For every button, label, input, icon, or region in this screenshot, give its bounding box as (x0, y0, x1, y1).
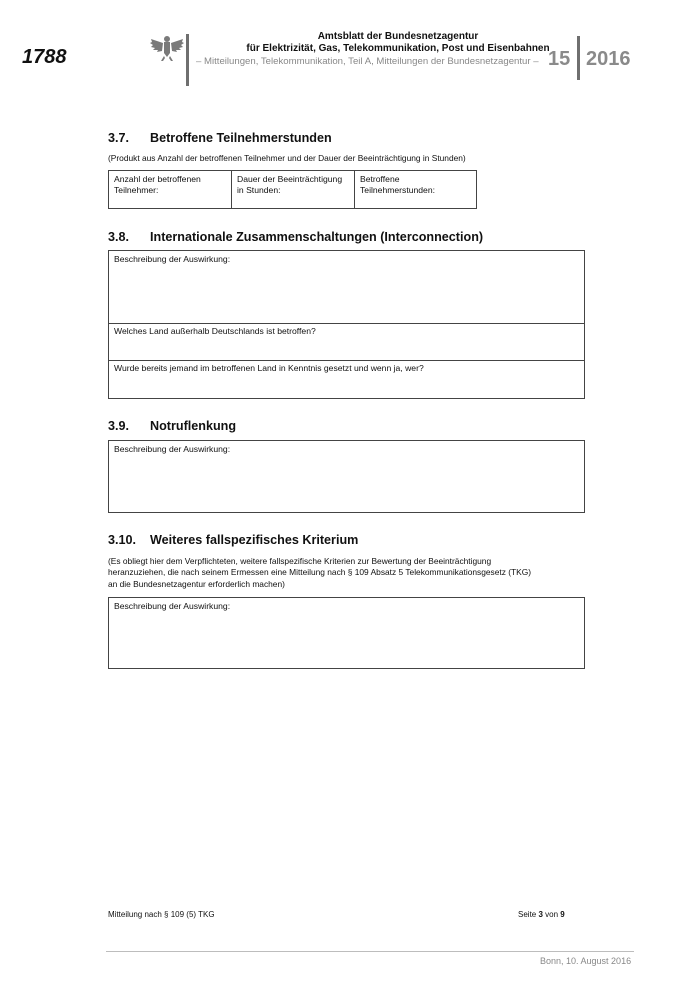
row-divider (109, 323, 584, 324)
section-title: Notruflenkung (150, 419, 237, 433)
field-label: Betroffene (360, 174, 400, 184)
form-reference: Mitteilung nach § 109 (5) TKG (108, 910, 215, 919)
section-number: 3.9. (108, 419, 130, 433)
page-indicator (518, 910, 565, 919)
header-divider (186, 34, 189, 86)
note-line: heranzuziehen, die nach seinem Ermessen eine Mitteilung nach § 109 Absatz 5 Telekommunikationsgesetz (TKG) (108, 567, 532, 578)
issue-year: 2016 (586, 48, 631, 70)
page-number: 1788 (22, 46, 67, 68)
section-3-7-note: (Produkt aus Anzahl der betroffenen Teilnehmer und der Dauer der Beeinträchtigung in Stunden) (108, 153, 466, 163)
impact-description-label: Beschreibung der Auswirkung: (114, 254, 231, 264)
row-divider (109, 360, 584, 361)
federal-eagle-icon (150, 33, 184, 63)
section-number: 3.7. (108, 131, 130, 145)
affected-country-label: Welches Land außerhalb Deutschlands ist betroffen? (114, 326, 316, 336)
publication-date: Bonn, 10. August 2016 (540, 956, 632, 966)
page-prefix: Seite (518, 910, 539, 919)
publication-section: – Mitteilungen, Telekommunikation, Teil A, Mitteilungen der Bundesnetzagentur – (196, 56, 539, 67)
section-title: Betroffene Teilnehmerstunden (150, 131, 332, 145)
impairment-duration-field[interactable] (232, 171, 354, 198)
emergency-routing-description-field[interactable] (108, 440, 585, 513)
additional-criterion-description-field[interactable] (108, 597, 585, 669)
footer-divider (106, 951, 634, 952)
field-label: Teilnehmer: (114, 184, 159, 195)
note-line: (Es obliegt hier dem Verpflichteten, weitere fallspezifische Kriterien zur Bewertung der Beeinträchtigung (108, 556, 492, 566)
affected-subscriber-hours-field[interactable] (355, 171, 476, 198)
section-title: Weiteres fallspezifisches Kriterium (150, 533, 359, 547)
page-separator: von (542, 910, 561, 919)
interconnection-form (108, 250, 585, 399)
publication-subtitle: für Elektrizität, Gas, Telekommunikation, Post und Eisenbahnen (246, 43, 550, 54)
field-label: in Stunden: (237, 184, 281, 195)
issue-divider (577, 36, 580, 80)
affected-subscribers-field[interactable] (109, 171, 231, 198)
section-number: 3.8. (108, 230, 130, 244)
section-number: 3.10. (108, 533, 137, 547)
publication-title: Amtsblatt der Bundesnetzagentur (317, 31, 479, 42)
section-3-10-note (108, 556, 578, 590)
field-label: Anzahl der betroffenen (114, 174, 201, 184)
field-label: Teilnehmerstunden: (360, 184, 436, 195)
current-page: 3 (538, 910, 543, 919)
note-line: an die Bundesnetzagentur erforderlich machen) (108, 578, 285, 589)
notified-party-label: Wurde bereits jemand im betroffenen Land in Kenntnis gesetzt und wenn ja, wer? (114, 363, 424, 373)
issue-number: 15 (548, 48, 571, 70)
impact-description-label: Beschreibung der Auswirkung: (114, 601, 231, 611)
section-title: Internationale Zusammenschaltungen (Interconnection) (150, 230, 484, 244)
field-label: Dauer der Beeinträchtigung (237, 174, 343, 184)
impact-description-label: Beschreibung der Auswirkung: (114, 444, 231, 454)
total-pages: 9 (560, 910, 565, 919)
subscriber-hours-table (108, 170, 477, 209)
